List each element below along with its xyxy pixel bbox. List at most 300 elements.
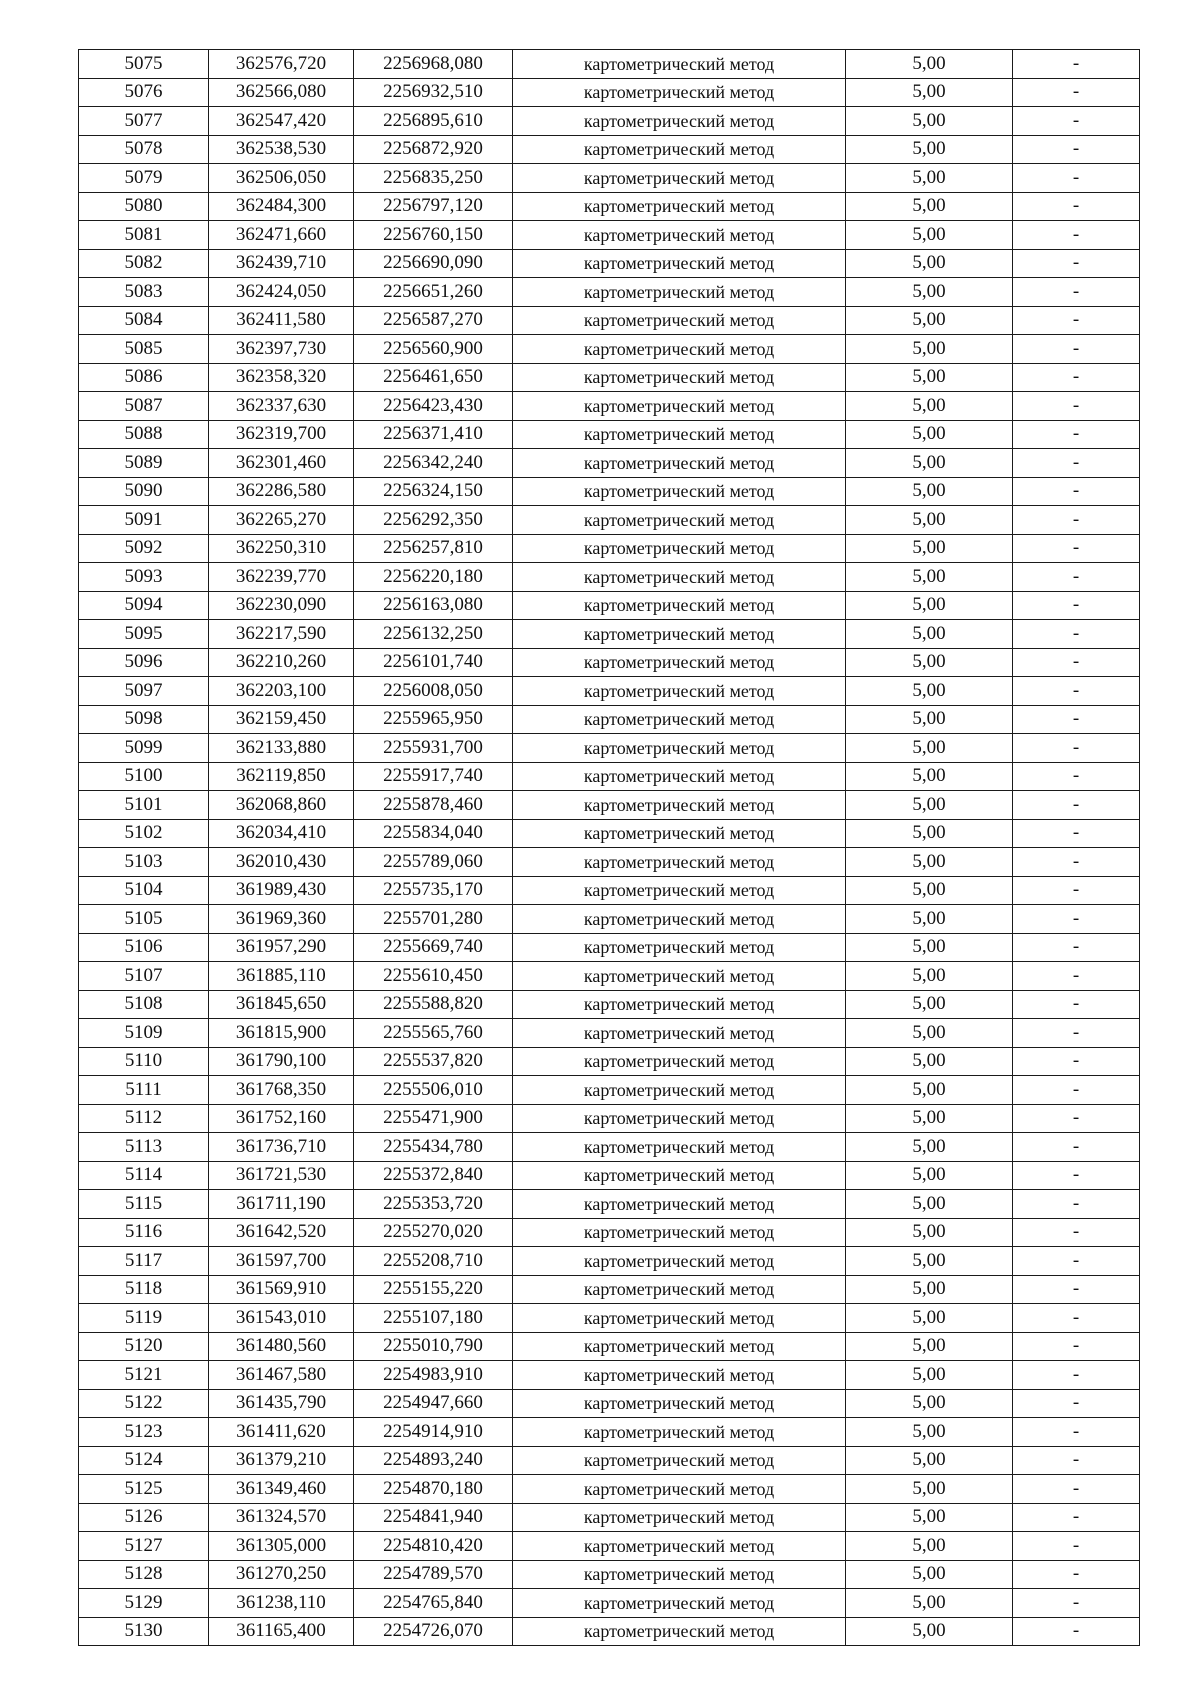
accuracy-cell: 5,00 xyxy=(846,933,1013,962)
point-number-cell: 5080 xyxy=(79,192,209,221)
point-number-cell: 5081 xyxy=(79,221,209,250)
x-coordinate-cell: 361480,560 xyxy=(209,1332,354,1361)
point-number-cell: 5088 xyxy=(79,420,209,449)
x-coordinate-cell: 362411,580 xyxy=(209,306,354,335)
accuracy-cell: 5,00 xyxy=(846,1361,1013,1390)
method-cell: картометрический метод xyxy=(513,1304,846,1333)
accuracy-cell: 5,00 xyxy=(846,335,1013,364)
table-row xyxy=(79,1589,1140,1618)
x-coordinate-cell: 361711,190 xyxy=(209,1190,354,1219)
method-cell: картометрический метод xyxy=(513,705,846,734)
coordinates-table-body xyxy=(79,50,1140,1646)
x-coordinate-cell: 362471,660 xyxy=(209,221,354,250)
accuracy-cell: 5,00 xyxy=(846,249,1013,278)
point-number-cell: 5128 xyxy=(79,1560,209,1589)
point-number-cell: 5102 xyxy=(79,819,209,848)
accuracy-cell: 5,00 xyxy=(846,50,1013,79)
point-number-cell: 5112 xyxy=(79,1104,209,1133)
point-number-cell: 5130 xyxy=(79,1617,209,1646)
table-row xyxy=(79,1161,1140,1190)
method-cell: картометрический метод xyxy=(513,1503,846,1532)
accuracy-cell: 5,00 xyxy=(846,591,1013,620)
accuracy-cell: 5,00 xyxy=(846,1418,1013,1447)
table-row xyxy=(79,1247,1140,1276)
y-coordinate-cell: 2256423,430 xyxy=(354,392,513,421)
x-coordinate-cell: 361435,790 xyxy=(209,1389,354,1418)
x-coordinate-cell: 361597,700 xyxy=(209,1247,354,1276)
x-coordinate-cell: 362265,270 xyxy=(209,506,354,535)
point-number-cell: 5076 xyxy=(79,78,209,107)
x-coordinate-cell: 362286,580 xyxy=(209,477,354,506)
accuracy-cell: 5,00 xyxy=(846,363,1013,392)
x-coordinate-cell: 362301,460 xyxy=(209,449,354,478)
table-row xyxy=(79,135,1140,164)
table-row xyxy=(79,677,1140,706)
table-row xyxy=(79,1104,1140,1133)
y-coordinate-cell: 2255789,060 xyxy=(354,848,513,877)
point-number-cell: 5099 xyxy=(79,734,209,763)
method-cell: картометрический метод xyxy=(513,762,846,791)
y-coordinate-cell: 2255834,040 xyxy=(354,819,513,848)
y-coordinate-cell: 2256560,900 xyxy=(354,335,513,364)
point-number-cell: 5118 xyxy=(79,1275,209,1304)
description-cell: - xyxy=(1013,705,1140,734)
method-cell: картометрический метод xyxy=(513,1475,846,1504)
table-row xyxy=(79,249,1140,278)
method-cell: картометрический метод xyxy=(513,1560,846,1589)
accuracy-cell: 5,00 xyxy=(846,1161,1013,1190)
description-cell: - xyxy=(1013,363,1140,392)
method-cell: картометрический метод xyxy=(513,1389,846,1418)
accuracy-cell: 5,00 xyxy=(846,221,1013,250)
x-coordinate-cell: 362068,860 xyxy=(209,791,354,820)
description-cell: - xyxy=(1013,192,1140,221)
x-coordinate-cell: 362250,310 xyxy=(209,534,354,563)
y-coordinate-cell: 2254893,240 xyxy=(354,1446,513,1475)
method-cell: картометрический метод xyxy=(513,591,846,620)
description-cell: - xyxy=(1013,1560,1140,1589)
accuracy-cell: 5,00 xyxy=(846,449,1013,478)
description-cell: - xyxy=(1013,1019,1140,1048)
y-coordinate-cell: 2256835,250 xyxy=(354,164,513,193)
method-cell: картометрический метод xyxy=(513,1190,846,1219)
point-number-cell: 5120 xyxy=(79,1332,209,1361)
y-coordinate-cell: 2255565,760 xyxy=(354,1019,513,1048)
y-coordinate-cell: 2255965,950 xyxy=(354,705,513,734)
description-cell: - xyxy=(1013,1446,1140,1475)
x-coordinate-cell: 362010,430 xyxy=(209,848,354,877)
method-cell: картометрический метод xyxy=(513,1076,846,1105)
method-cell: картометрический метод xyxy=(513,962,846,991)
description-cell: - xyxy=(1013,135,1140,164)
description-cell: - xyxy=(1013,1047,1140,1076)
y-coordinate-cell: 2255917,740 xyxy=(354,762,513,791)
description-cell: - xyxy=(1013,677,1140,706)
y-coordinate-cell: 2256760,150 xyxy=(354,221,513,250)
description-cell: - xyxy=(1013,278,1140,307)
description-cell: - xyxy=(1013,1389,1140,1418)
point-number-cell: 5121 xyxy=(79,1361,209,1390)
y-coordinate-cell: 2255353,720 xyxy=(354,1190,513,1219)
accuracy-cell: 5,00 xyxy=(846,1047,1013,1076)
accuracy-cell: 5,00 xyxy=(846,1247,1013,1276)
point-number-cell: 5100 xyxy=(79,762,209,791)
y-coordinate-cell: 2256220,180 xyxy=(354,563,513,592)
accuracy-cell: 5,00 xyxy=(846,1275,1013,1304)
point-number-cell: 5094 xyxy=(79,591,209,620)
point-number-cell: 5125 xyxy=(79,1475,209,1504)
point-number-cell: 5117 xyxy=(79,1247,209,1276)
table-row xyxy=(79,107,1140,136)
x-coordinate-cell: 362439,710 xyxy=(209,249,354,278)
y-coordinate-cell: 2256292,350 xyxy=(354,506,513,535)
description-cell: - xyxy=(1013,1076,1140,1105)
description-cell: - xyxy=(1013,734,1140,763)
description-cell: - xyxy=(1013,962,1140,991)
method-cell: картометрический метод xyxy=(513,1361,846,1390)
description-cell: - xyxy=(1013,1361,1140,1390)
point-number-cell: 5115 xyxy=(79,1190,209,1219)
y-coordinate-cell: 2255669,740 xyxy=(354,933,513,962)
point-number-cell: 5092 xyxy=(79,534,209,563)
x-coordinate-cell: 361642,520 xyxy=(209,1218,354,1247)
x-coordinate-cell: 362119,850 xyxy=(209,762,354,791)
accuracy-cell: 5,00 xyxy=(846,1475,1013,1504)
table-row xyxy=(79,78,1140,107)
description-cell: - xyxy=(1013,449,1140,478)
accuracy-cell: 5,00 xyxy=(846,1304,1013,1333)
method-cell: картометрический метод xyxy=(513,1446,846,1475)
method-cell: картометрический метод xyxy=(513,107,846,136)
description-cell: - xyxy=(1013,990,1140,1019)
accuracy-cell: 5,00 xyxy=(846,1190,1013,1219)
method-cell: картометрический метод xyxy=(513,819,846,848)
y-coordinate-cell: 2255010,790 xyxy=(354,1332,513,1361)
x-coordinate-cell: 361379,210 xyxy=(209,1446,354,1475)
method-cell: картометрический метод xyxy=(513,1332,846,1361)
method-cell: картометрический метод xyxy=(513,534,846,563)
table-row xyxy=(79,420,1140,449)
method-cell: картометрический метод xyxy=(513,420,846,449)
table-row xyxy=(79,1503,1140,1532)
accuracy-cell: 5,00 xyxy=(846,734,1013,763)
coordinates-table xyxy=(78,49,1140,1646)
method-cell: картометрический метод xyxy=(513,1047,846,1076)
description-cell: - xyxy=(1013,1332,1140,1361)
point-number-cell: 5103 xyxy=(79,848,209,877)
accuracy-cell: 5,00 xyxy=(846,278,1013,307)
point-number-cell: 5114 xyxy=(79,1161,209,1190)
accuracy-cell: 5,00 xyxy=(846,791,1013,820)
method-cell: картометрический метод xyxy=(513,933,846,962)
description-cell: - xyxy=(1013,591,1140,620)
x-coordinate-cell: 362230,090 xyxy=(209,591,354,620)
table-row xyxy=(79,363,1140,392)
description-cell: - xyxy=(1013,1247,1140,1276)
table-row xyxy=(79,905,1140,934)
method-cell: картометрический метод xyxy=(513,135,846,164)
y-coordinate-cell: 2256587,270 xyxy=(354,306,513,335)
description-cell: - xyxy=(1013,392,1140,421)
y-coordinate-cell: 2254726,070 xyxy=(354,1617,513,1646)
x-coordinate-cell: 361543,010 xyxy=(209,1304,354,1333)
description-cell: - xyxy=(1013,306,1140,335)
y-coordinate-cell: 2255588,820 xyxy=(354,990,513,1019)
y-coordinate-cell: 2256932,510 xyxy=(354,78,513,107)
x-coordinate-cell: 361270,250 xyxy=(209,1560,354,1589)
y-coordinate-cell: 2254947,660 xyxy=(354,1389,513,1418)
description-cell: - xyxy=(1013,848,1140,877)
y-coordinate-cell: 2254870,180 xyxy=(354,1475,513,1504)
description-cell: - xyxy=(1013,905,1140,934)
point-number-cell: 5113 xyxy=(79,1133,209,1162)
y-coordinate-cell: 2256257,810 xyxy=(354,534,513,563)
accuracy-cell: 5,00 xyxy=(846,135,1013,164)
method-cell: картометрический метод xyxy=(513,1589,846,1618)
table-row xyxy=(79,449,1140,478)
point-number-cell: 5105 xyxy=(79,905,209,934)
point-number-cell: 5107 xyxy=(79,962,209,991)
accuracy-cell: 5,00 xyxy=(846,164,1013,193)
method-cell: картометрический метод xyxy=(513,192,846,221)
method-cell: картометрический метод xyxy=(513,1418,846,1447)
y-coordinate-cell: 2256101,740 xyxy=(354,648,513,677)
x-coordinate-cell: 362337,630 xyxy=(209,392,354,421)
x-coordinate-cell: 362576,720 xyxy=(209,50,354,79)
point-number-cell: 5091 xyxy=(79,506,209,535)
y-coordinate-cell: 2256968,080 xyxy=(354,50,513,79)
description-cell: - xyxy=(1013,164,1140,193)
x-coordinate-cell: 361989,430 xyxy=(209,876,354,905)
x-coordinate-cell: 362133,880 xyxy=(209,734,354,763)
description-cell: - xyxy=(1013,1133,1140,1162)
description-cell: - xyxy=(1013,563,1140,592)
accuracy-cell: 5,00 xyxy=(846,477,1013,506)
x-coordinate-cell: 362358,320 xyxy=(209,363,354,392)
description-cell: - xyxy=(1013,1104,1140,1133)
accuracy-cell: 5,00 xyxy=(846,1617,1013,1646)
accuracy-cell: 5,00 xyxy=(846,962,1013,991)
table-row xyxy=(79,192,1140,221)
y-coordinate-cell: 2254914,910 xyxy=(354,1418,513,1447)
table-row xyxy=(79,1019,1140,1048)
point-number-cell: 5124 xyxy=(79,1446,209,1475)
table-row xyxy=(79,534,1140,563)
x-coordinate-cell: 361238,110 xyxy=(209,1589,354,1618)
method-cell: картометрический метод xyxy=(513,1019,846,1048)
accuracy-cell: 5,00 xyxy=(846,1503,1013,1532)
y-coordinate-cell: 2256461,650 xyxy=(354,363,513,392)
method-cell: картометрический метод xyxy=(513,78,846,107)
accuracy-cell: 5,00 xyxy=(846,420,1013,449)
point-number-cell: 5083 xyxy=(79,278,209,307)
point-number-cell: 5087 xyxy=(79,392,209,421)
point-number-cell: 5110 xyxy=(79,1047,209,1076)
y-coordinate-cell: 2254810,420 xyxy=(354,1532,513,1561)
table-row xyxy=(79,278,1140,307)
point-number-cell: 5077 xyxy=(79,107,209,136)
table-row xyxy=(79,591,1140,620)
y-coordinate-cell: 2255471,900 xyxy=(354,1104,513,1133)
accuracy-cell: 5,00 xyxy=(846,534,1013,563)
accuracy-cell: 5,00 xyxy=(846,677,1013,706)
description-cell: - xyxy=(1013,506,1140,535)
method-cell: картометрический метод xyxy=(513,648,846,677)
table-row xyxy=(79,734,1140,763)
accuracy-cell: 5,00 xyxy=(846,1104,1013,1133)
x-coordinate-cell: 362210,260 xyxy=(209,648,354,677)
description-cell: - xyxy=(1013,1304,1140,1333)
method-cell: картометрический метод xyxy=(513,306,846,335)
y-coordinate-cell: 2256872,920 xyxy=(354,135,513,164)
x-coordinate-cell: 361721,530 xyxy=(209,1161,354,1190)
point-number-cell: 5075 xyxy=(79,50,209,79)
accuracy-cell: 5,00 xyxy=(846,1332,1013,1361)
y-coordinate-cell: 2256651,260 xyxy=(354,278,513,307)
accuracy-cell: 5,00 xyxy=(846,306,1013,335)
y-coordinate-cell: 2256163,080 xyxy=(354,591,513,620)
description-cell: - xyxy=(1013,876,1140,905)
accuracy-cell: 5,00 xyxy=(846,1389,1013,1418)
point-number-cell: 5116 xyxy=(79,1218,209,1247)
description-cell: - xyxy=(1013,648,1140,677)
point-number-cell: 5126 xyxy=(79,1503,209,1532)
description-cell: - xyxy=(1013,335,1140,364)
table-row xyxy=(79,1218,1140,1247)
point-number-cell: 5095 xyxy=(79,620,209,649)
accuracy-cell: 5,00 xyxy=(846,990,1013,1019)
x-coordinate-cell: 361349,460 xyxy=(209,1475,354,1504)
table-row xyxy=(79,933,1140,962)
point-number-cell: 5123 xyxy=(79,1418,209,1447)
table-row xyxy=(79,1418,1140,1447)
x-coordinate-cell: 362397,730 xyxy=(209,335,354,364)
method-cell: картометрический метод xyxy=(513,164,846,193)
x-coordinate-cell: 361411,620 xyxy=(209,1418,354,1447)
point-number-cell: 5090 xyxy=(79,477,209,506)
x-coordinate-cell: 362506,050 xyxy=(209,164,354,193)
point-number-cell: 5122 xyxy=(79,1389,209,1418)
table-row xyxy=(79,962,1140,991)
description-cell: - xyxy=(1013,1503,1140,1532)
method-cell: картометрический метод xyxy=(513,791,846,820)
method-cell: картометрический метод xyxy=(513,477,846,506)
method-cell: картометрический метод xyxy=(513,990,846,1019)
x-coordinate-cell: 361790,100 xyxy=(209,1047,354,1076)
y-coordinate-cell: 2255878,460 xyxy=(354,791,513,820)
point-number-cell: 5084 xyxy=(79,306,209,335)
description-cell: - xyxy=(1013,762,1140,791)
description-cell: - xyxy=(1013,791,1140,820)
point-number-cell: 5086 xyxy=(79,363,209,392)
table-row xyxy=(79,990,1140,1019)
y-coordinate-cell: 2255537,820 xyxy=(354,1047,513,1076)
y-coordinate-cell: 2255735,170 xyxy=(354,876,513,905)
table-row xyxy=(79,164,1140,193)
y-coordinate-cell: 2255372,840 xyxy=(354,1161,513,1190)
table-row xyxy=(79,648,1140,677)
description-cell: - xyxy=(1013,819,1140,848)
table-row xyxy=(79,1304,1140,1333)
point-number-cell: 5089 xyxy=(79,449,209,478)
point-number-cell: 5082 xyxy=(79,249,209,278)
accuracy-cell: 5,00 xyxy=(846,905,1013,934)
table-row xyxy=(79,1389,1140,1418)
y-coordinate-cell: 2255107,180 xyxy=(354,1304,513,1333)
x-coordinate-cell: 362217,590 xyxy=(209,620,354,649)
accuracy-cell: 5,00 xyxy=(846,107,1013,136)
x-coordinate-cell: 361885,110 xyxy=(209,962,354,991)
method-cell: картометрический метод xyxy=(513,905,846,934)
accuracy-cell: 5,00 xyxy=(846,1019,1013,1048)
description-cell: - xyxy=(1013,1475,1140,1504)
method-cell: картометрический метод xyxy=(513,1133,846,1162)
accuracy-cell: 5,00 xyxy=(846,620,1013,649)
method-cell: картометрический метод xyxy=(513,620,846,649)
description-cell: - xyxy=(1013,620,1140,649)
point-number-cell: 5119 xyxy=(79,1304,209,1333)
accuracy-cell: 5,00 xyxy=(846,705,1013,734)
accuracy-cell: 5,00 xyxy=(846,1560,1013,1589)
method-cell: картометрический метод xyxy=(513,563,846,592)
x-coordinate-cell: 361165,400 xyxy=(209,1617,354,1646)
accuracy-cell: 5,00 xyxy=(846,648,1013,677)
y-coordinate-cell: 2256797,120 xyxy=(354,192,513,221)
y-coordinate-cell: 2255931,700 xyxy=(354,734,513,763)
method-cell: картометрический метод xyxy=(513,1104,846,1133)
x-coordinate-cell: 362484,300 xyxy=(209,192,354,221)
y-coordinate-cell: 2255434,780 xyxy=(354,1133,513,1162)
accuracy-cell: 5,00 xyxy=(846,1133,1013,1162)
point-number-cell: 5101 xyxy=(79,791,209,820)
method-cell: картометрический метод xyxy=(513,1247,846,1276)
x-coordinate-cell: 361957,290 xyxy=(209,933,354,962)
method-cell: картометрический метод xyxy=(513,363,846,392)
description-cell: - xyxy=(1013,107,1140,136)
description-cell: - xyxy=(1013,1190,1140,1219)
table-row xyxy=(79,1133,1140,1162)
method-cell: картометрический метод xyxy=(513,734,846,763)
table-row xyxy=(79,50,1140,79)
point-number-cell: 5108 xyxy=(79,990,209,1019)
description-cell: - xyxy=(1013,1161,1140,1190)
y-coordinate-cell: 2255208,710 xyxy=(354,1247,513,1276)
method-cell: картометрический метод xyxy=(513,221,846,250)
table-row xyxy=(79,1532,1140,1561)
table-row xyxy=(79,620,1140,649)
method-cell: картометрический метод xyxy=(513,1161,846,1190)
table-row xyxy=(79,1076,1140,1105)
description-cell: - xyxy=(1013,534,1140,563)
method-cell: картометрический метод xyxy=(513,249,846,278)
description-cell: - xyxy=(1013,78,1140,107)
y-coordinate-cell: 2255155,220 xyxy=(354,1275,513,1304)
accuracy-cell: 5,00 xyxy=(846,1076,1013,1105)
accuracy-cell: 5,00 xyxy=(846,1218,1013,1247)
accuracy-cell: 5,00 xyxy=(846,762,1013,791)
method-cell: картометрический метод xyxy=(513,1218,846,1247)
point-number-cell: 5127 xyxy=(79,1532,209,1561)
method-cell: картометрический метод xyxy=(513,449,846,478)
accuracy-cell: 5,00 xyxy=(846,78,1013,107)
table-row xyxy=(79,563,1140,592)
table-row xyxy=(79,1361,1140,1390)
method-cell: картометрический метод xyxy=(513,1275,846,1304)
x-coordinate-cell: 362566,080 xyxy=(209,78,354,107)
table-row xyxy=(79,477,1140,506)
x-coordinate-cell: 362424,050 xyxy=(209,278,354,307)
table-row xyxy=(79,1475,1140,1504)
